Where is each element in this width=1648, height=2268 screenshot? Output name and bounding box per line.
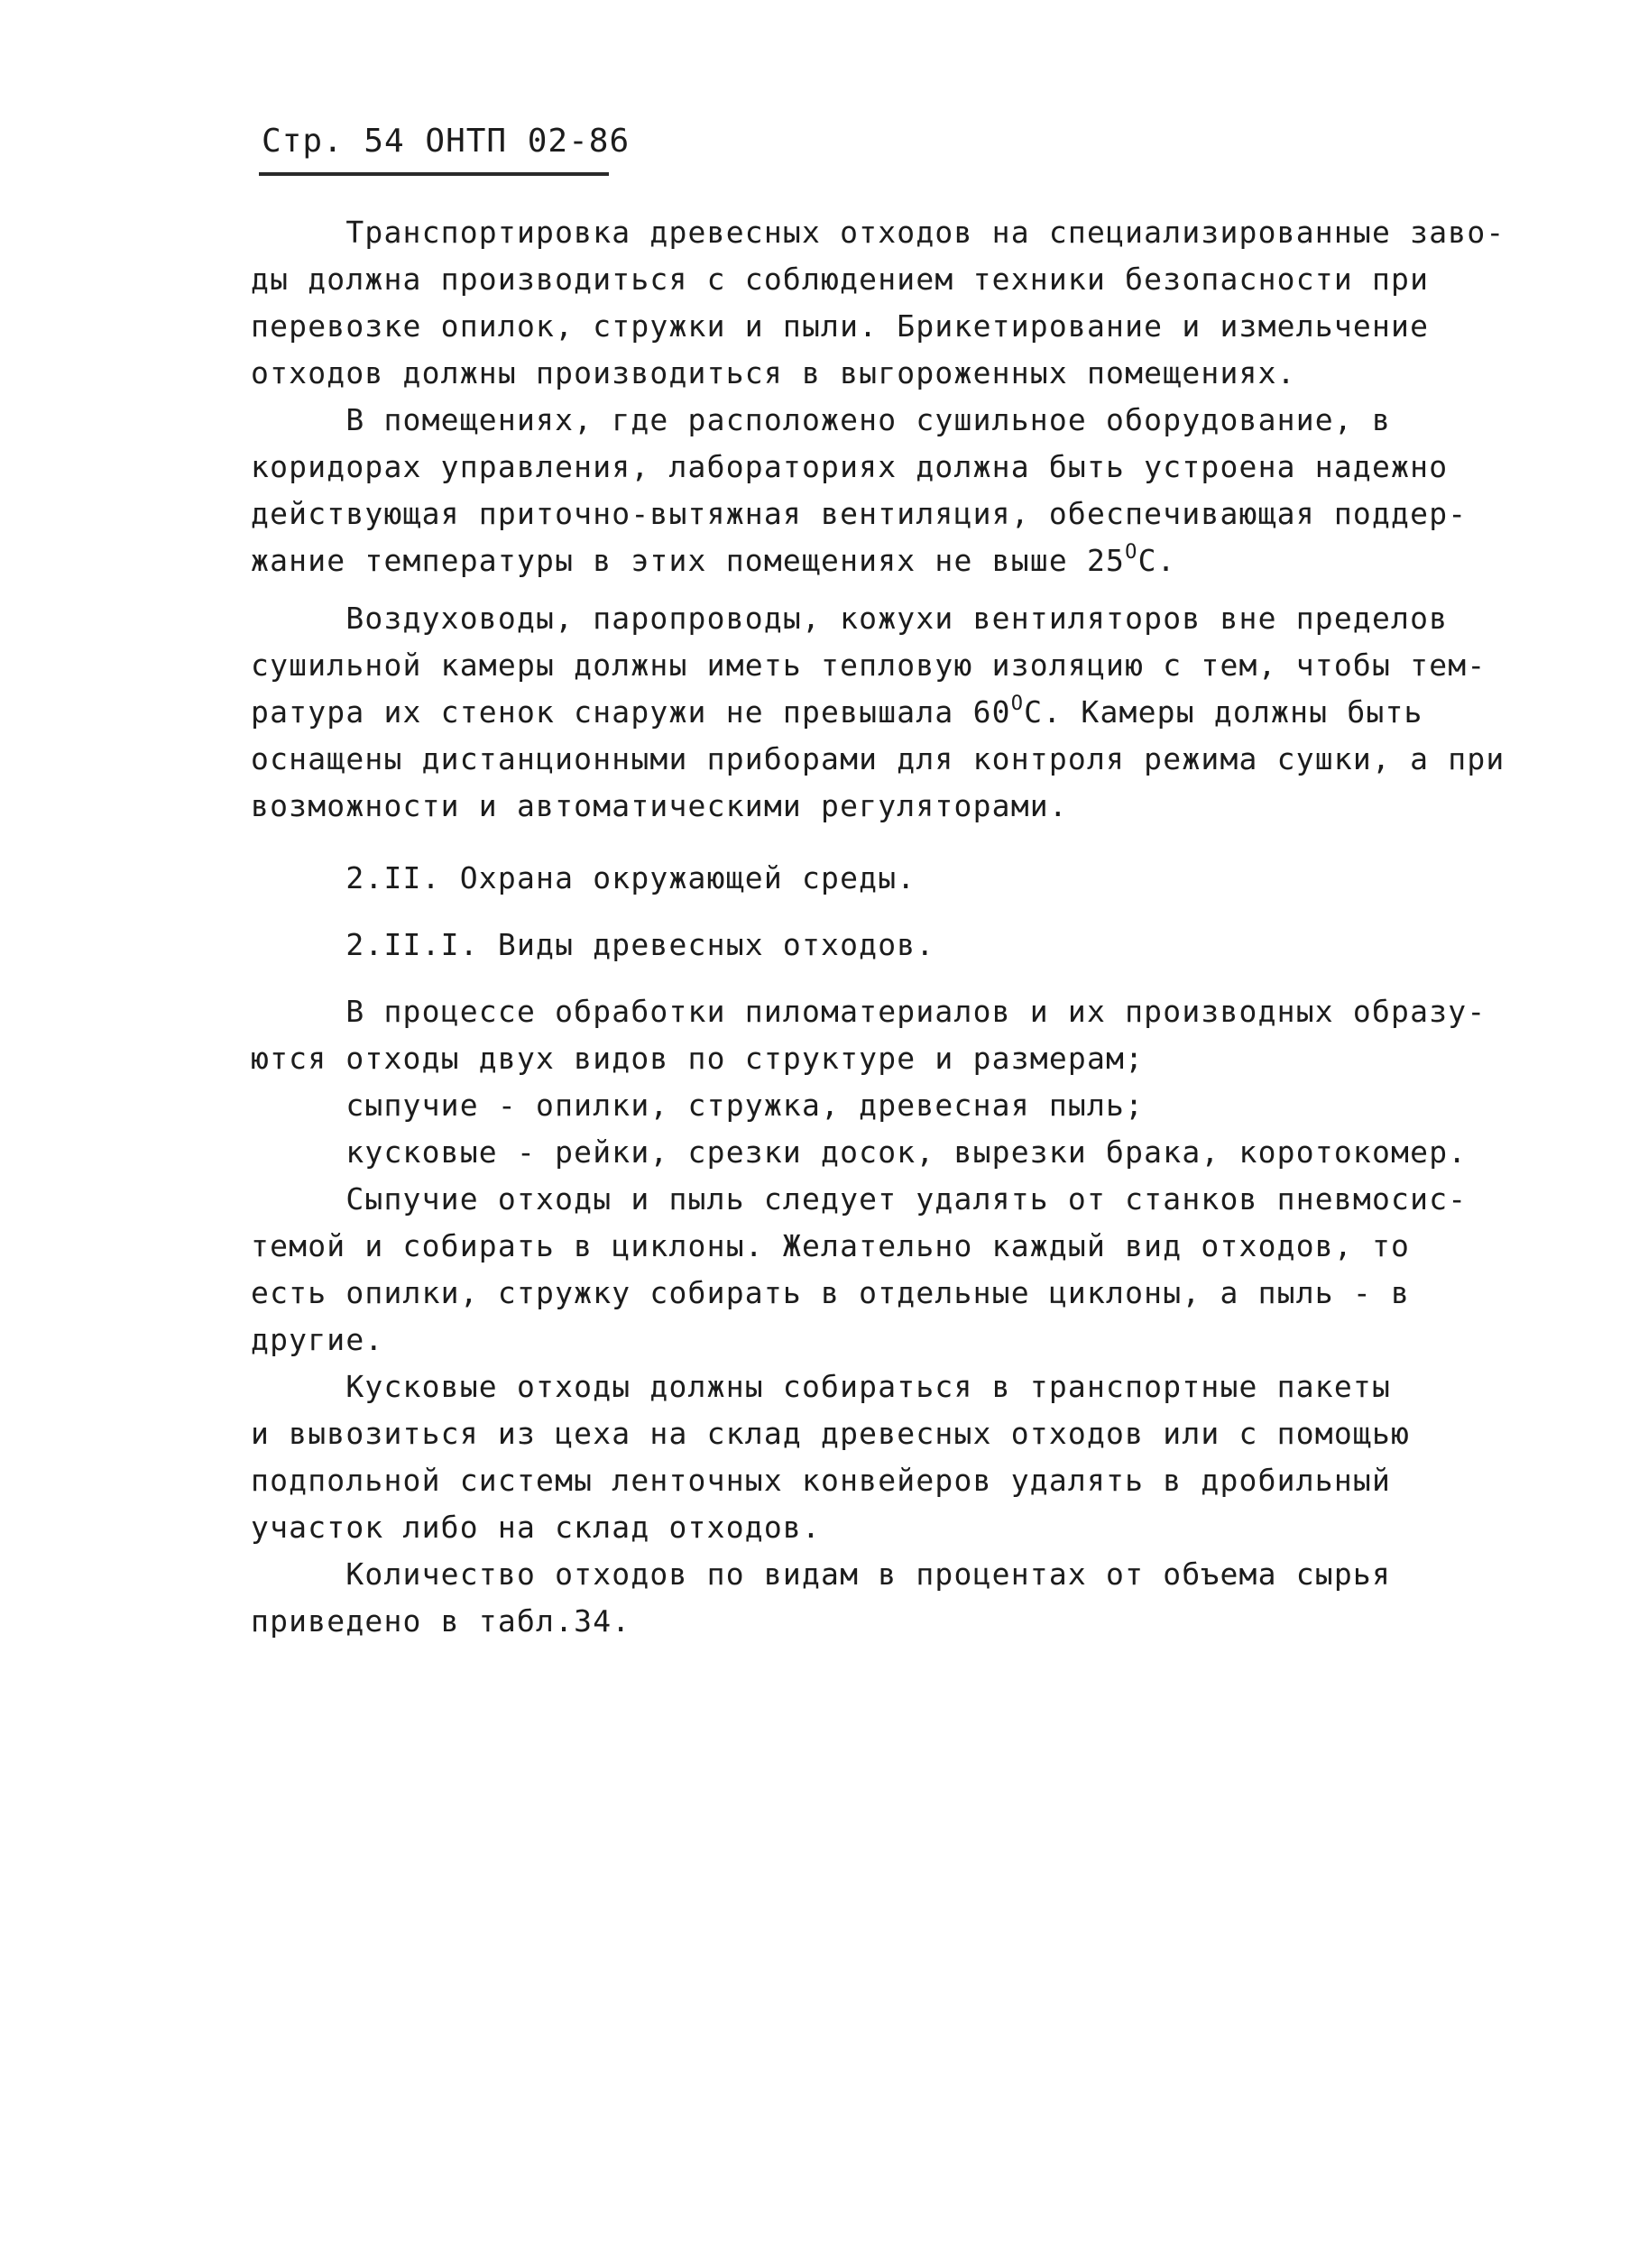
text-line: есть опилки, стружку собирать в отдельные циклоны, а пыль - в: [251, 1275, 1411, 1310]
paragraph-waste-types: [251, 988, 1514, 1176]
text-line: В помещениях, где расположено сушильное оборудование, в: [251, 402, 1392, 437]
paragraph-air-ducts: [251, 595, 1514, 830]
paragraph-lump-waste: [251, 1364, 1514, 1551]
paragraph-ventilation: [251, 397, 1514, 584]
text-line: Сыпучие отходы и пыль следует удалять от станков пневмосис-: [251, 1181, 1468, 1217]
text-line: коридорах управления, лабораториях должна быть устроена надежно: [251, 449, 1449, 484]
text-line: и вывозиться из цеха на склад древесных отходов или с помощью: [251, 1416, 1411, 1451]
text-line: приведено в табл.34.: [251, 1603, 631, 1639]
text-line: темой и собирать в циклоны. Желательно каждый вид отходов, то: [251, 1228, 1411, 1263]
text-line: отходов должны производиться в выгороженных помещениях.: [251, 355, 1296, 390]
text-line: Кусковые отходы должны собираться в транспортные пакеты: [251, 1369, 1392, 1404]
paragraph-waste-quantity: [251, 1551, 1514, 1645]
header-underline: [259, 172, 609, 176]
text-line: сушильной камеры должны иметь тепловую изоляцию с тем, чтобы тем-: [251, 647, 1487, 683]
text-line: ды должна производиться с соблюдением техники безопасности при: [251, 262, 1430, 297]
text-line: сыпучие - опилки, стружка, древесная пыль;: [251, 1088, 1145, 1123]
subsection-heading: 2.II.I. Виды древесных отходов.: [251, 927, 935, 962]
text-line: Количество отходов по видам в процентах от объема сырья: [251, 1556, 1392, 1592]
text-line: [251, 537, 1514, 584]
text-line: другие.: [251, 1322, 384, 1357]
section-heading: 2.II. Охрана окружающей среды.: [251, 860, 916, 895]
text-span: ратура их стенок снаружи не превышала 60: [251, 694, 1011, 730]
text-line: участок либо на склад отходов.: [251, 1510, 822, 1545]
text-line: подпольной системы ленточных конвейеров удалять в дробильный: [251, 1463, 1392, 1498]
degree-superscript: О: [1010, 693, 1025, 715]
text-line: действующая приточно-вытяжная вентиляция, обеспечивающая поддер-: [251, 496, 1468, 531]
text-line: [251, 689, 1514, 736]
text-line: возможности и автоматическими регуляторами.: [251, 788, 1068, 823]
document-body: [251, 209, 1514, 1645]
page-header: Стр. 54 ОНТП 02-86: [262, 123, 631, 160]
text-line: Воздуховоды, паропроводы, кожухи вентиляторов вне пределов: [251, 601, 1449, 636]
text-span: С.: [1137, 543, 1176, 578]
text-line: кусковые - рейки, срезки досок, вырезки брака, коротокомер.: [251, 1134, 1468, 1170]
text-line: оснащены дистанционными приборами для контроля режима сушки, а при: [251, 741, 1505, 776]
text-line: Транспортировка древесных отходов на специализированные заво-: [251, 215, 1505, 250]
degree-superscript: О: [1125, 541, 1138, 564]
text-line: ются отходы двух видов по структуре и размерам;: [251, 1041, 1145, 1076]
text-span: С. Камеры должны быть: [1024, 694, 1423, 730]
paragraph-loose-waste: [251, 1176, 1514, 1364]
text-span: жание температуры в этих помещениях не выше 25: [251, 543, 1126, 578]
text-line: перевозке опилок, стружки и пыли. Брикетирование и измельчение: [251, 308, 1430, 344]
text-line: В процессе обработки пиломатериалов и их производных образу-: [251, 994, 1487, 1029]
paragraph-transport: [251, 209, 1514, 397]
